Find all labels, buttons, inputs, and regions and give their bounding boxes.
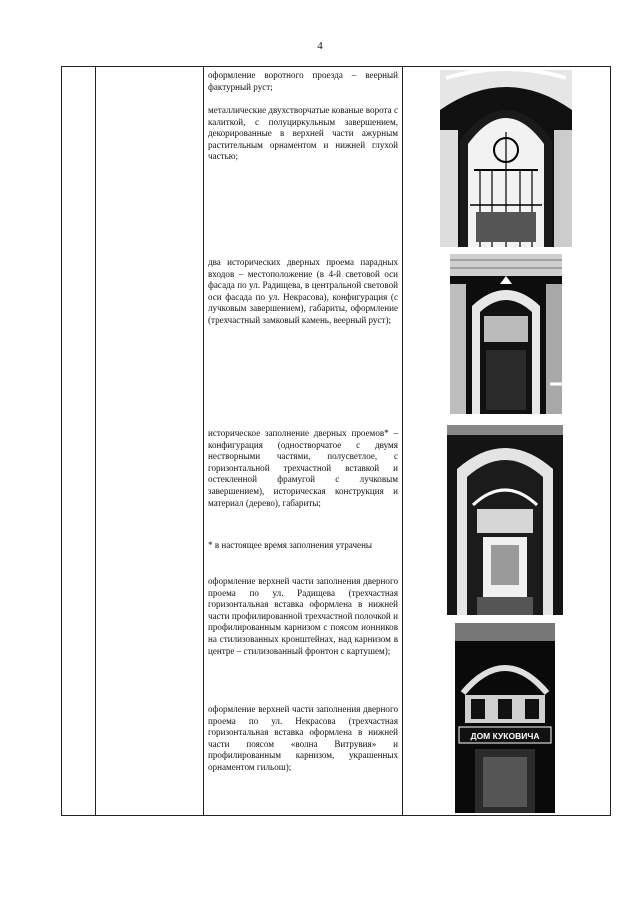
text-paragraph: историческое заполнение дверных проемов* – конфигурация (одностворчатое с двумя нестворными частями, полусветлое, с горизонтальной трехчастной вставкой и остекленной фрамугой с лучковым завершением), историческая конструкция и материал (дерево), габариты; xyxy=(208,428,398,508)
description-door-filling xyxy=(208,428,398,509)
column-divider xyxy=(203,66,204,816)
description-gate-decor xyxy=(208,70,398,93)
text-paragraph: оформление верхней части заполнения дверного проема по ул. Радищева (трехчастная горизонтальная вставка оформлена в нижней части профилированной трехчастной полочкой и профилированным карнизом с поясом ионников на стилизованных кронштейнах, над карнизом в центре – стилизованный фронтон с картушем); xyxy=(208,576,398,656)
gate-photo xyxy=(440,70,572,247)
door-photo xyxy=(447,425,563,615)
door-photo xyxy=(450,254,562,414)
page-number: 4 xyxy=(317,40,323,52)
description-nekrasova-top xyxy=(208,704,398,774)
text-paragraph: два исторических дверных проема парадных входов – местоположение (в 4-й световой оси фасада по ул. Радищева, в центральной световой оси фасада по ул. Некрасова), конфигурация (с лучковым завершением), габариты, оформление (трехчастный замковый камень, веерный руст); xyxy=(208,257,398,325)
description-radishcheva-top xyxy=(208,576,398,657)
house-sign: ДОМ КУКОВИЧА xyxy=(470,731,540,741)
column-divider xyxy=(402,66,403,816)
description-door-openings xyxy=(208,257,398,327)
text-paragraph: металлические двухстворчатые кованые ворота с калиткой, с полуциркульным завершением, декорированные в верхней части ажурным растительным орнаментом и нижней глухой частью; xyxy=(208,105,398,162)
column-divider xyxy=(95,66,96,816)
description-gate-leaves xyxy=(208,105,398,163)
text-paragraph: оформление верхней части заполнения дверного проема по ул. Некрасова (трехчастная горизонтальная вставка оформлена в нижней части поясом «волна Витрувия» и профилированным карнизом, украшенных орнаментом гильош); xyxy=(208,704,398,772)
text-paragraph: оформление воротного проезда – веерный фактурный руст; xyxy=(208,70,398,92)
description-footnote xyxy=(208,540,398,552)
door-photo xyxy=(455,623,555,813)
text-paragraph: * в настоящее время заполнения утрачены xyxy=(208,540,373,550)
